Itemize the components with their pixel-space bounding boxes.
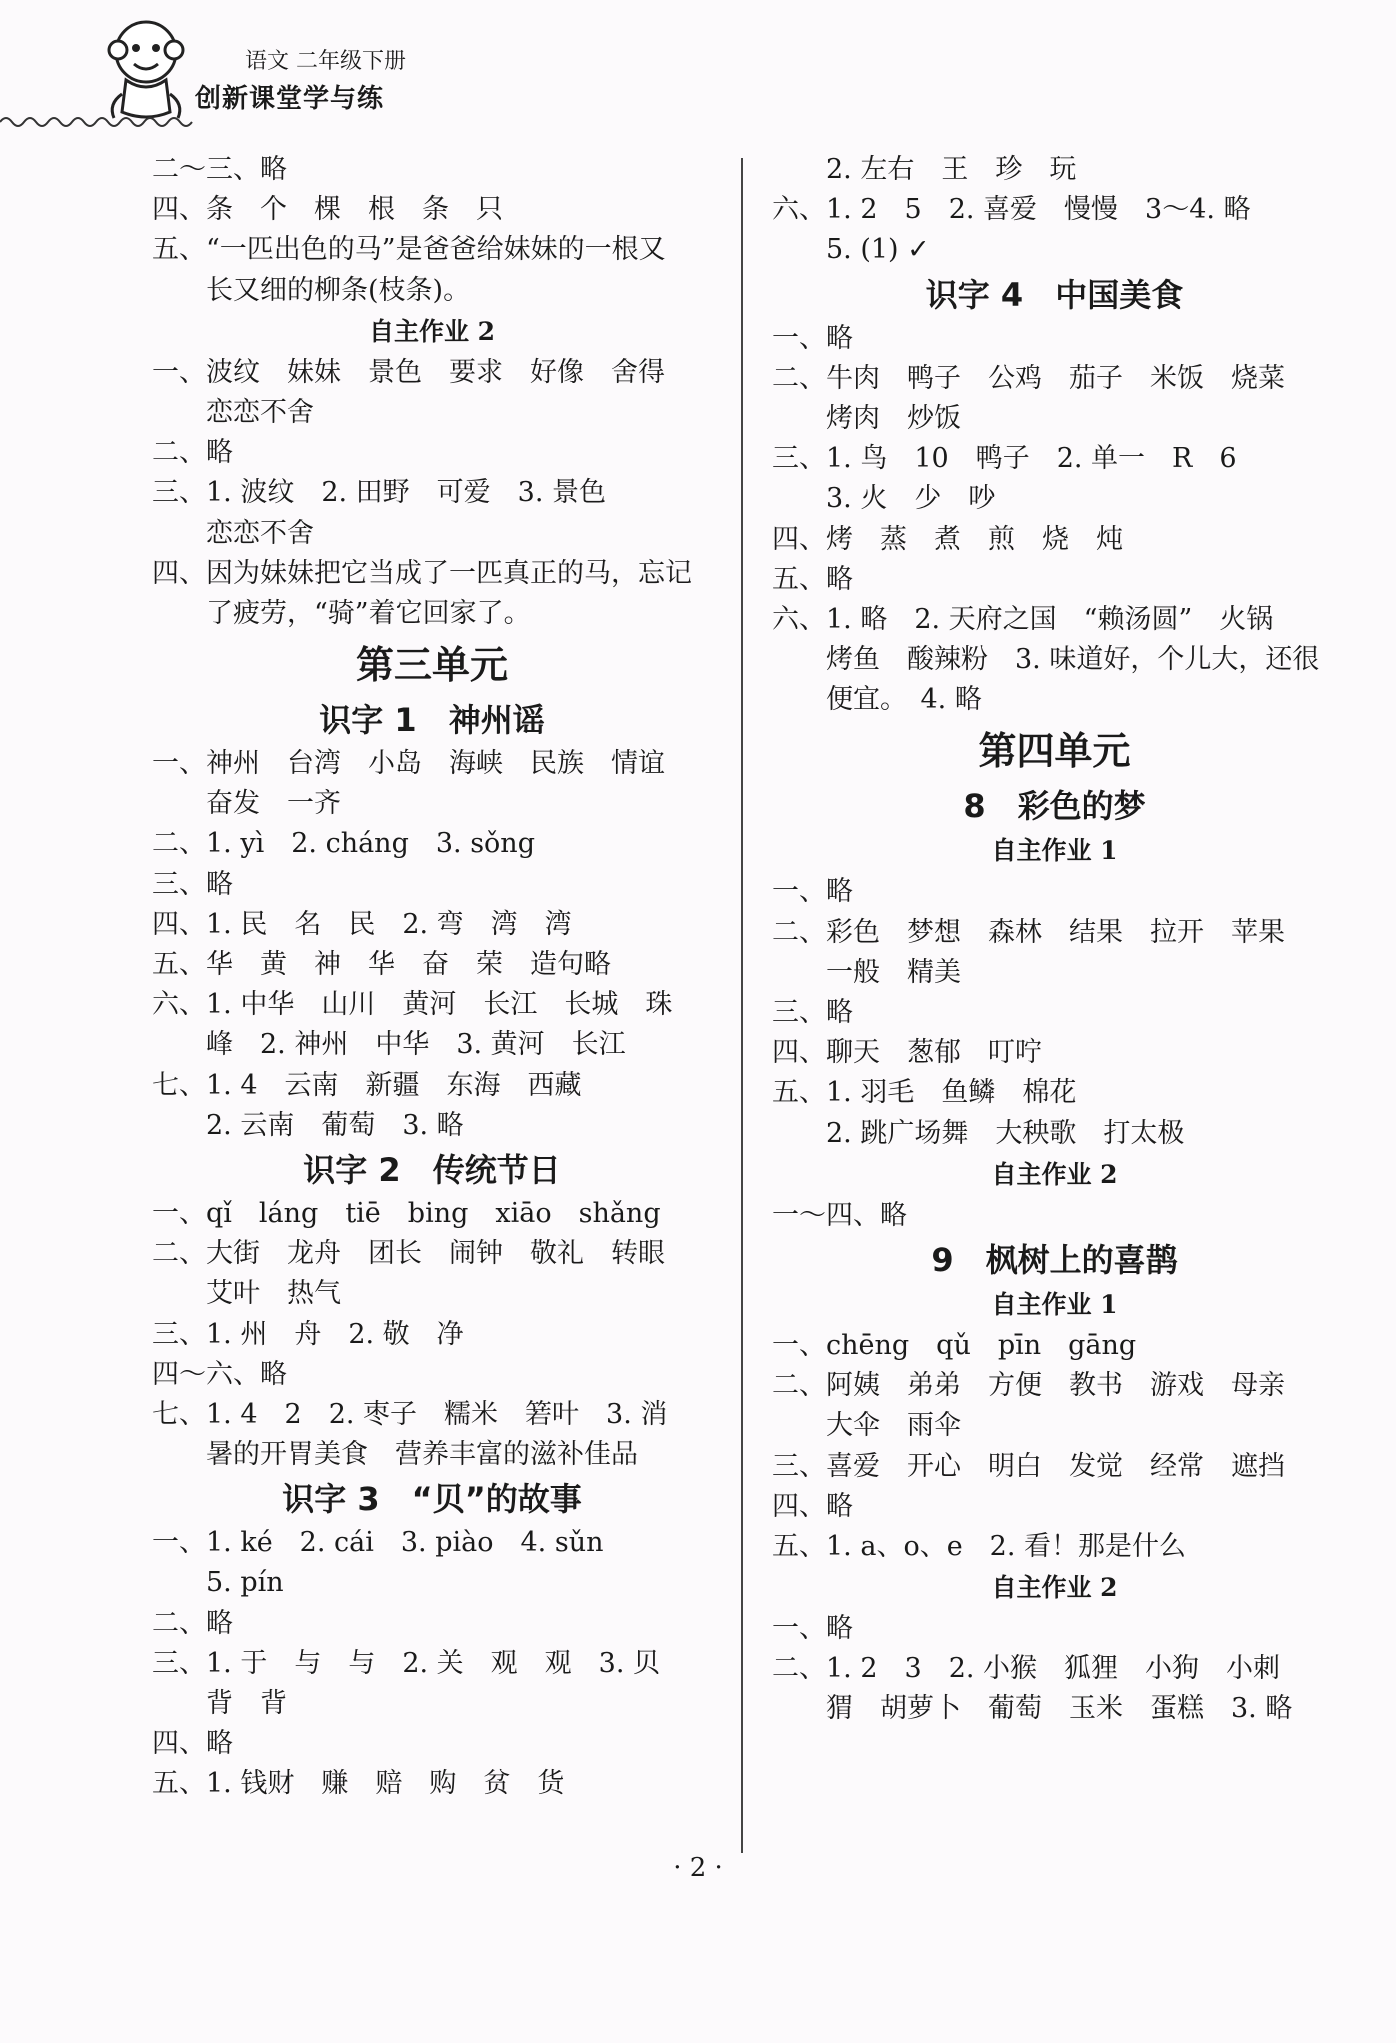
answer-line: 一、chēng qǔ pīn gāng [772, 1329, 1137, 1361]
answer-line: 一、波纹 妹妹 景色 要求 好像 舍得 [152, 356, 665, 388]
lesson-heading: 识字 4 中国美食 [925, 275, 1184, 314]
answer-line: 四、略 [772, 1490, 853, 1522]
answer-line: 二～三、略 [152, 154, 287, 185]
lesson-heading: 识字 2 传统节日 [303, 1150, 561, 1189]
answer-line: 恋恋不舍 [206, 396, 314, 428]
answer-line: 猬 胡萝卜 葡萄 玉米 蛋糕 3. 略 [826, 1693, 1293, 1725]
answer-line: 二、彩色 梦想 森林 结果 拉开 苹果 [772, 916, 1285, 948]
answer-line: 二、1. yì 2. cháng 3. sǒng [152, 828, 535, 860]
answer-line: 五、1. 钱财 赚 赔 购 贫 货 [152, 1768, 565, 1800]
answer-line: 四、聊天 葱郁 叮咛 [772, 1037, 1042, 1069]
answer-line: 五、1. a、o、e 2. 看！那是什么 [772, 1530, 1187, 1562]
answer-line: 六、1. 2 5 2. 喜爱 慢慢 3～4. 略 [772, 194, 1251, 226]
right-column [772, 150, 1337, 1730]
lesson-heading: 9 枫树上的喜鹊 [931, 1240, 1178, 1279]
answer-line: 一、qǐ láng tiē bing xiāo shǎng [152, 1197, 661, 1229]
answer-line: 烤肉 炒饭 [826, 402, 961, 434]
answer-line: 奋发 一齐 [206, 788, 341, 820]
left-column [152, 150, 712, 1805]
page-header [0, 0, 1396, 135]
answer-line: 背 背 [206, 1688, 287, 1719]
answer-line: 5. pín [206, 1567, 284, 1599]
answer-line: 三、略 [772, 997, 853, 1028]
answer-line: 一、1. ké 2. cái 3. piào 4. sǔn [152, 1527, 604, 1559]
answer-line: 一～四、略 [772, 1199, 907, 1231]
wavy-line-decoration [0, 112, 200, 132]
answer-line: 3. 火 少 吵 [826, 483, 996, 515]
answer-line: 暑的开胃美食 营养丰富的滋补佳品 [206, 1439, 638, 1471]
subject-grade-label: 语文 二年级下册 [245, 49, 406, 74]
answer-line: 一、略 [772, 322, 853, 354]
answer-line: 四、烤 蒸 煮 煎 烧 炖 [772, 523, 1123, 555]
answer-line: 一、略 [772, 876, 853, 908]
answer-line: 艾叶 热气 [206, 1278, 341, 1310]
homework-subheading: 自主作业 2 [368, 316, 496, 346]
answer-line: 五、华 黄 神 华 奋 荣 造句略 [152, 949, 611, 980]
answer-line: 七、1. 4 云南 新疆 东海 西藏 [152, 1069, 582, 1101]
answer-line: 烤鱼 酸辣粉 3. 味道好，个儿大，还很 [826, 644, 1320, 676]
answer-line: 便宜。 4. 略 [826, 684, 982, 716]
answer-line: 长又细的柳条(枝条)。 [206, 274, 471, 306]
answer-line: 四、略 [152, 1728, 233, 1760]
answer-line: 恋恋不舍 [206, 517, 314, 549]
answer-line: 二、牛肉 鸭子 公鸡 茄子 米饭 烧菜 [772, 362, 1285, 394]
answer-line: 三、1. 鸟 10 鸭子 2. 单一 R 6 [772, 443, 1237, 475]
answer-line: 三、略 [152, 868, 233, 900]
answer-line: 七、1. 4 2 2. 枣子 糯米 箬叶 3. 消 [152, 1398, 668, 1430]
answer-line: 三、喜爱 开心 明白 发觉 经常 遮挡 [772, 1450, 1285, 1482]
answer-line: 五、1. 羽毛 鱼鳞 棉花 [772, 1077, 1077, 1109]
unit-heading: 第三单元 [355, 643, 508, 688]
answer-line: 二、阿姨 弟弟 方便 教书 游戏 母亲 [772, 1370, 1285, 1402]
answer-line: 二、1. 2 3 2. 小猴 狐狸 小狗 小刺 [772, 1653, 1281, 1685]
answer-line: 2. 左右 王 珍 玩 [826, 154, 1077, 185]
page-number: · 2 · [673, 1853, 723, 1883]
answer-line: 六、1. 略 2. 天府之国 “赖汤圆” 火锅 [772, 603, 1274, 635]
answer-line: 2. 跳广场舞 大秧歌 打太极 [826, 1117, 1185, 1149]
homework-subheading: 自主作业 1 [991, 836, 1118, 866]
answer-line: 一、神州 台湾 小岛 海峡 民族 情谊 [152, 748, 665, 780]
answer-line: 四、因为妹妹把它当成了一匹真正的马，忘记 [152, 557, 692, 589]
lesson-heading: 识字 1 神州谣 [319, 701, 545, 740]
answer-line: 三、1. 于 与 与 2. 关 观 观 3. 贝 [152, 1647, 661, 1679]
answer-line: 了疲劳，“骑”着它回家了。 [206, 597, 531, 629]
answer-line: 三、1. 波纹 2. 田野 可爱 3. 景色 [152, 477, 607, 509]
homework-subheading: 自主作业 2 [991, 1159, 1118, 1189]
answer-line: 峰 2. 神州 中华 3. 黄河 长江 [206, 1029, 626, 1061]
answer-line: 三、1. 州 舟 2. 敬 净 [152, 1318, 464, 1350]
answer-line: 二、略 [152, 437, 233, 469]
homework-subheading: 自主作业 2 [991, 1573, 1118, 1603]
column-divider [741, 158, 743, 1853]
answer-line: 5. (1) ✓ [826, 234, 930, 266]
answer-line: 二、略 [152, 1607, 233, 1639]
answer-line: 一、略 [772, 1613, 853, 1645]
book-series-title: 创新课堂学与练 [195, 84, 385, 114]
homework-subheading: 自主作业 1 [991, 1289, 1118, 1319]
answer-line: 二、大街 龙舟 团长 闹钟 敬礼 转眼 [152, 1238, 665, 1270]
answer-line: 2. 云南 葡萄 3. 略 [206, 1109, 464, 1141]
answer-line: 六、1. 中华 山川 黄河 长江 长城 珠 [152, 989, 673, 1021]
lesson-heading: 识字 3 “贝”的故事 [282, 1480, 582, 1519]
unit-heading: 第四单元 [978, 729, 1131, 774]
answer-line: 五、略 [772, 563, 853, 595]
answer-line: 五、“一匹出色的马”是爸爸给妹妹的一根又 [152, 234, 666, 266]
answer-line: 四、条 个 棵 根 条 只 [152, 194, 503, 226]
lesson-heading: 8 彩色的梦 [963, 787, 1146, 826]
answer-line: 四、1. 民 名 民 2. 弯 湾 湾 [152, 908, 572, 940]
answer-line: 四～六、略 [152, 1358, 287, 1390]
answer-line: 一般 精美 [826, 956, 961, 988]
monkey-mascot-icon [96, 14, 196, 124]
answer-line: 大伞 雨伞 [826, 1410, 961, 1442]
